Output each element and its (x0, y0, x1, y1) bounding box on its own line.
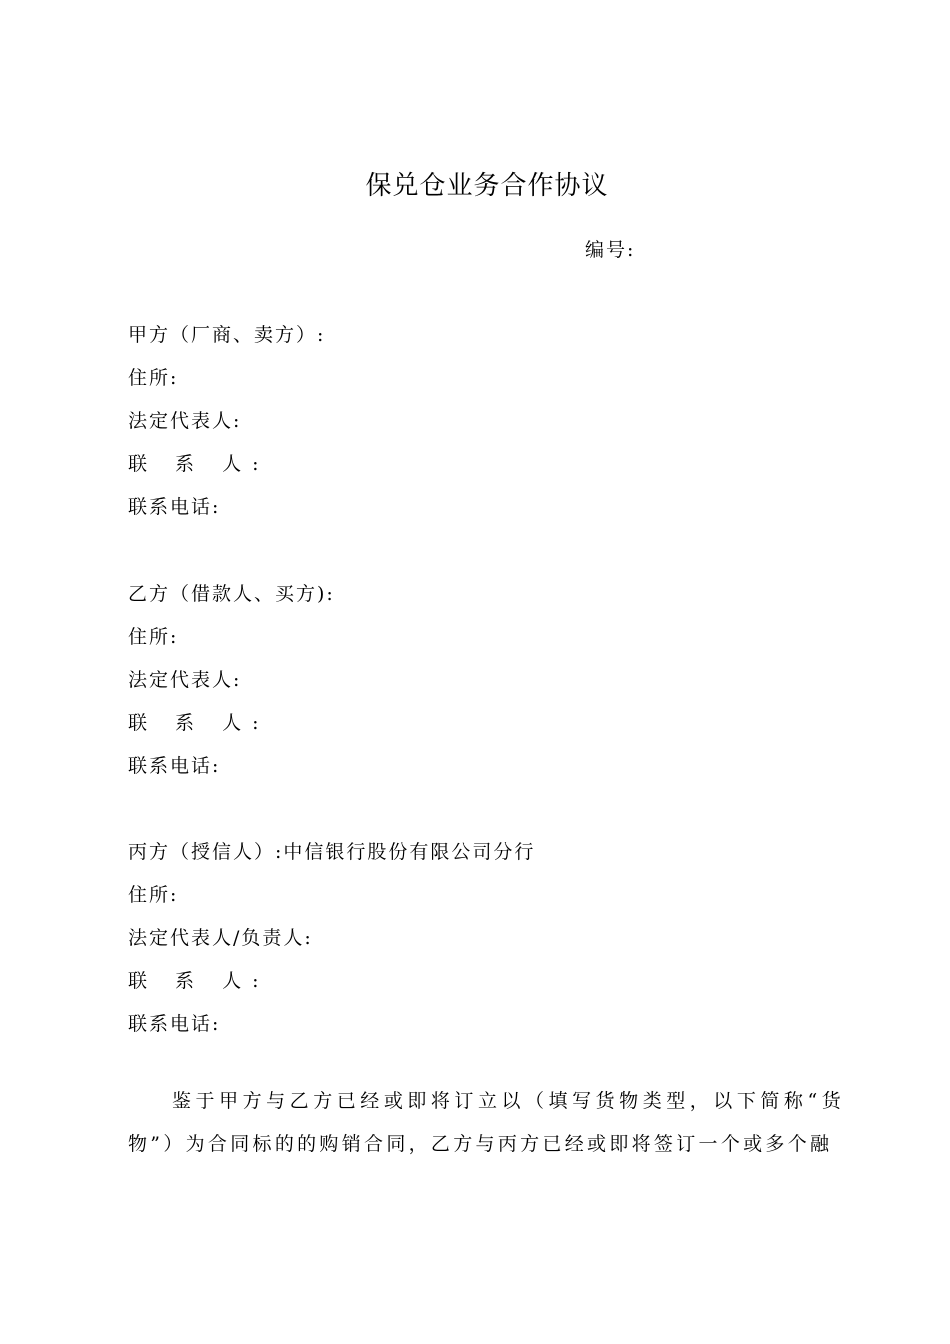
party-b-section (128, 580, 848, 795)
party-c-heading: 丙方（授信人）: (128, 841, 284, 863)
party-c-legal-rep-label: 法定代表人/负责人: (128, 927, 313, 949)
party-c-section (128, 838, 848, 1053)
party-c-heading-line (128, 838, 848, 881)
party-a-phone-label: 联系电话: (128, 496, 221, 518)
party-b-heading: 乙方（借款人、买方): (128, 583, 335, 605)
party-a-legal-rep-label: 法定代表人: (128, 410, 242, 432)
document-title: 保兑仓业务合作协议 (365, 171, 609, 201)
party-a-contact-label: 联 系 人: (128, 453, 270, 475)
party-a-heading: 甲方（厂商、卖方）: (128, 324, 326, 346)
party-b-address-label: 住所: (128, 626, 179, 648)
party-a-section (128, 321, 848, 536)
party-c-contact-label: 联 系 人: (128, 970, 270, 992)
document-number-label: 编号: (585, 239, 636, 261)
party-b-legal-rep-label: 法定代表人: (128, 669, 242, 691)
party-b-contact-label: 联 系 人: (128, 712, 270, 734)
recital-paragraph: 鉴于甲方与乙方已经或即将订立以（填写货物类型，以下简称“货物”）为合同标的的购销合同，乙方与丙方已经或即将签订一个或多个融 (128, 1090, 844, 1155)
party-c-phone-label: 联系电话: (128, 1013, 221, 1035)
party-a-address-label: 住所: (128, 367, 179, 389)
party-c-address-label: 住所: (128, 884, 179, 906)
party-c-bank-name: 中信银行股份有限公司分行 (283, 841, 536, 863)
party-b-phone-label: 联系电话: (128, 755, 221, 777)
